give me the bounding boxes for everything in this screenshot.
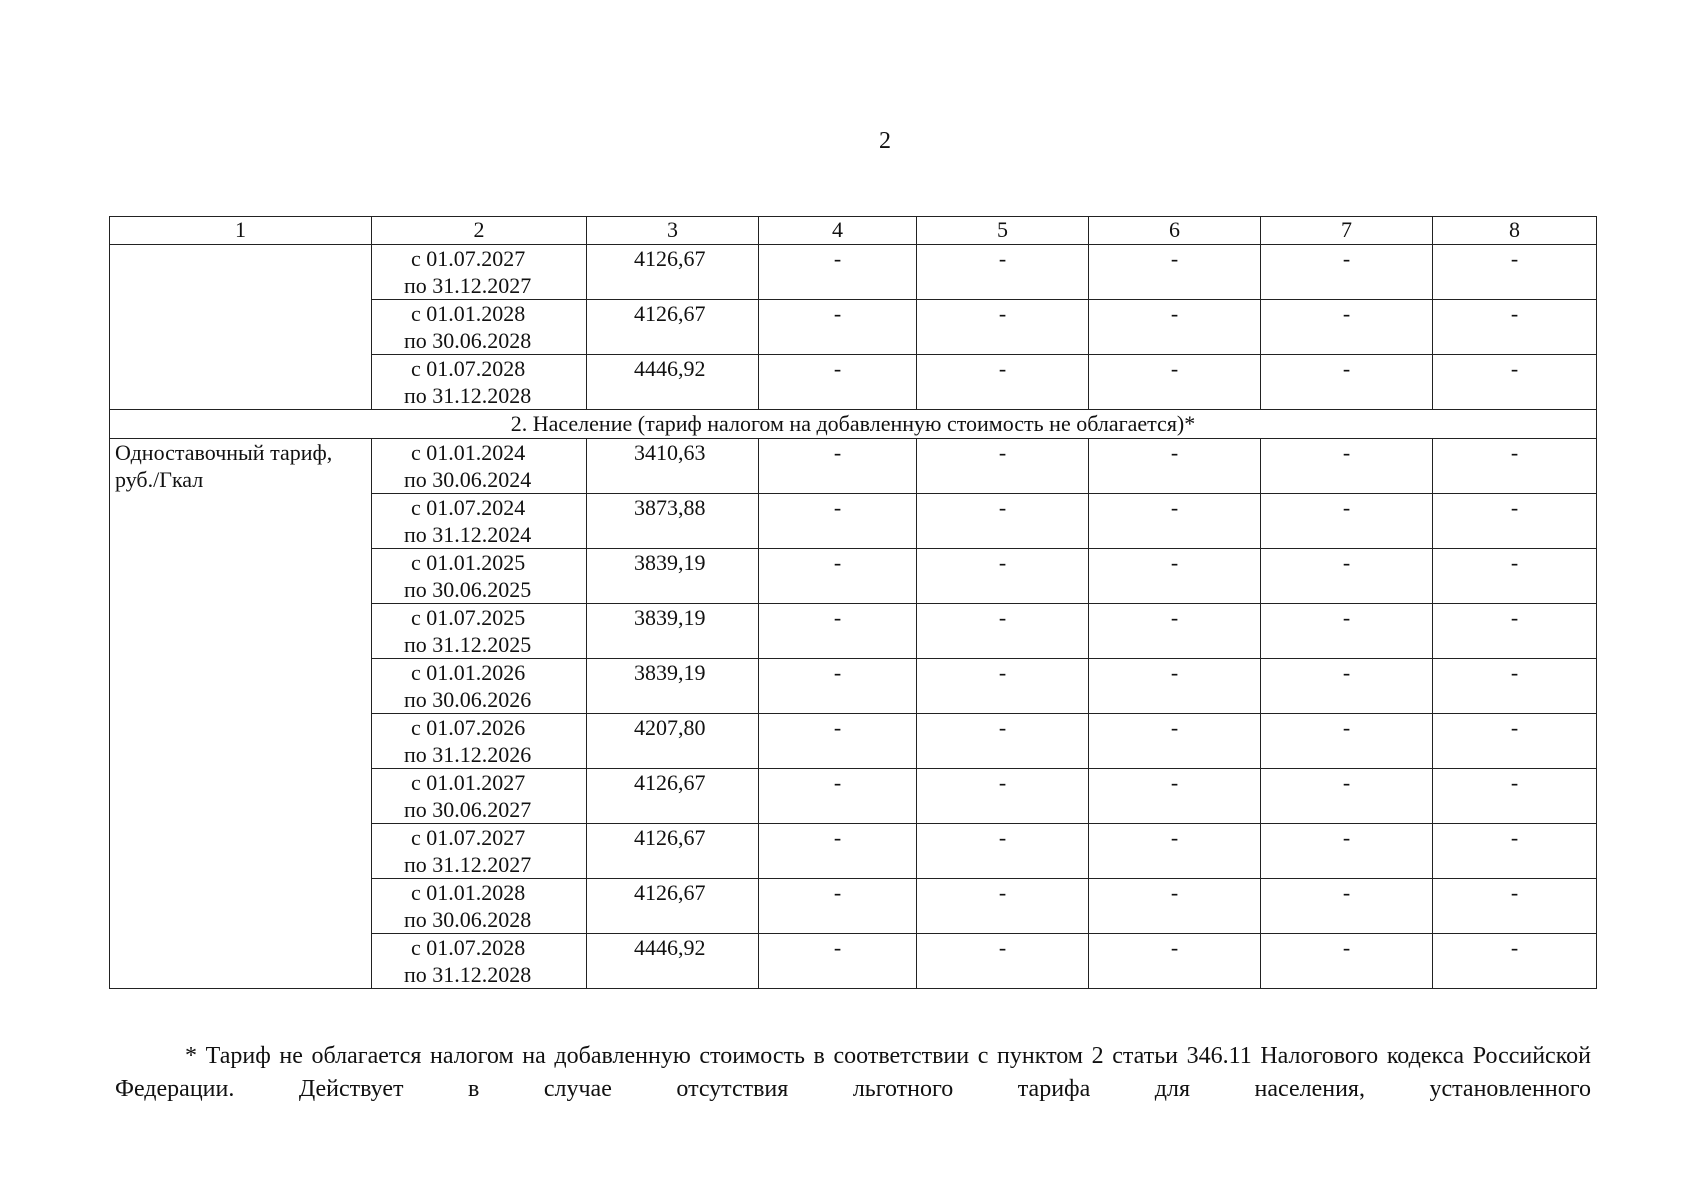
- period-cell: [372, 355, 587, 410]
- tariff-value: 3410,63: [587, 439, 759, 494]
- empty-value-dash: -: [1089, 879, 1261, 934]
- table-row: [110, 439, 1597, 494]
- section-header-row: [110, 410, 1597, 439]
- empty-value-dash: -: [917, 659, 1089, 714]
- period-from: с 01.01.2027: [411, 770, 526, 795]
- empty-value-dash: -: [759, 934, 917, 989]
- period-cell: [372, 549, 587, 604]
- empty-value-dash: -: [1433, 355, 1597, 410]
- period-cell: [372, 769, 587, 824]
- empty-value-dash: -: [1261, 879, 1433, 934]
- tariff-table: [109, 216, 1597, 989]
- empty-value-dash: -: [917, 714, 1089, 769]
- empty-value-dash: -: [1433, 879, 1597, 934]
- tariff-value: 4446,92: [587, 355, 759, 410]
- period-to: по 30.06.2028: [404, 907, 532, 932]
- empty-value-dash: -: [1433, 604, 1597, 659]
- period-from: с 01.01.2024: [411, 440, 526, 465]
- period-to: по 31.12.2024: [404, 522, 532, 547]
- tariff-value: 3839,19: [587, 549, 759, 604]
- section-title: 2. Население (тариф налогом на добавленную стоимость не облагается)*: [110, 410, 1597, 439]
- empty-value-dash: -: [759, 879, 917, 934]
- empty-value-dash: -: [917, 439, 1089, 494]
- period-from: с 01.01.2028: [411, 301, 526, 326]
- column-number: 5: [917, 217, 1089, 245]
- tariff-value: 3839,19: [587, 659, 759, 714]
- empty-value-dash: -: [917, 769, 1089, 824]
- page-number: 2: [879, 128, 891, 154]
- column-number: 8: [1433, 217, 1597, 245]
- period-to: по 31.12.2025: [404, 632, 532, 657]
- period-cell: [372, 879, 587, 934]
- empty-value-dash: -: [917, 824, 1089, 879]
- period-from: с 01.01.2025: [411, 550, 526, 575]
- empty-value-dash: -: [1089, 300, 1261, 355]
- table-body: [110, 217, 1597, 989]
- empty-value-dash: -: [1261, 769, 1433, 824]
- empty-value-dash: -: [1089, 769, 1261, 824]
- tariff-type-line: Одноставочный тариф,: [115, 440, 333, 465]
- period-cell: [372, 300, 587, 355]
- period-cell: [372, 824, 587, 879]
- period-from: с 01.07.2027: [411, 825, 526, 850]
- empty-value-dash: -: [1433, 300, 1597, 355]
- period-from: с 01.07.2024: [411, 495, 526, 520]
- empty-value-dash: -: [1433, 714, 1597, 769]
- tariff-value: 4126,67: [587, 824, 759, 879]
- empty-value-dash: -: [759, 439, 917, 494]
- empty-value-dash: -: [759, 494, 917, 549]
- empty-value-dash: -: [1261, 245, 1433, 300]
- period-cell: [372, 659, 587, 714]
- empty-value-dash: -: [759, 824, 917, 879]
- empty-value-dash: -: [917, 549, 1089, 604]
- empty-value-dash: -: [1433, 439, 1597, 494]
- empty-value-dash: -: [1261, 355, 1433, 410]
- period-from: с 01.07.2028: [411, 935, 526, 960]
- empty-value-dash: -: [1261, 659, 1433, 714]
- period-from: с 01.07.2027: [411, 246, 526, 271]
- period-to: по 31.12.2027: [404, 273, 532, 298]
- empty-value-dash: -: [1261, 714, 1433, 769]
- column-number: 6: [1089, 217, 1261, 245]
- empty-value-dash: -: [1089, 659, 1261, 714]
- empty-value-dash: -: [1433, 824, 1597, 879]
- empty-value-dash: -: [1089, 439, 1261, 494]
- period-to: по 30.06.2028: [404, 328, 532, 353]
- empty-value-dash: -: [917, 245, 1089, 300]
- empty-value-dash: -: [759, 659, 917, 714]
- empty-value-dash: -: [759, 300, 917, 355]
- period-from: с 01.01.2026: [411, 660, 526, 685]
- period-cell: [372, 714, 587, 769]
- empty-value-dash: -: [1089, 355, 1261, 410]
- empty-value-dash: -: [1089, 604, 1261, 659]
- empty-value-dash: -: [1089, 934, 1261, 989]
- empty-value-dash: -: [1433, 549, 1597, 604]
- column-number: 1: [110, 217, 372, 245]
- tariff-value: 4207,80: [587, 714, 759, 769]
- empty-value-dash: -: [1433, 494, 1597, 549]
- period-to: по 30.06.2024: [404, 467, 532, 492]
- empty-value-dash: -: [1261, 604, 1433, 659]
- column-number: 7: [1261, 217, 1433, 245]
- period-to: по 30.06.2027: [404, 797, 532, 822]
- period-cell: [372, 494, 587, 549]
- empty-value-dash: -: [917, 604, 1089, 659]
- empty-value-dash: -: [759, 604, 917, 659]
- period-to: по 31.12.2026: [404, 742, 532, 767]
- empty-value-dash: -: [1089, 494, 1261, 549]
- tariff-value: 4126,67: [587, 879, 759, 934]
- empty-value-dash: -: [1433, 245, 1597, 300]
- period-from: с 01.01.2028: [411, 880, 526, 905]
- period-to: по 31.12.2028: [404, 383, 532, 408]
- period-from: с 01.07.2026: [411, 715, 526, 740]
- period-to: по 30.06.2025: [404, 577, 532, 602]
- empty-value-dash: -: [1261, 439, 1433, 494]
- empty-value-dash: -: [1261, 549, 1433, 604]
- empty-value-dash: -: [759, 245, 917, 300]
- table-row: [110, 245, 1597, 300]
- empty-value-dash: -: [1433, 659, 1597, 714]
- tariff-value: 4126,67: [587, 245, 759, 300]
- empty-value-dash: -: [1261, 300, 1433, 355]
- period-from: с 01.07.2025: [411, 605, 526, 630]
- empty-value-dash: -: [1089, 245, 1261, 300]
- empty-value-dash: -: [917, 934, 1089, 989]
- period-cell: [372, 604, 587, 659]
- column-number: 2: [372, 217, 587, 245]
- period-cell: [372, 245, 587, 300]
- tariff-value: 3839,19: [587, 604, 759, 659]
- column-number: 3: [587, 217, 759, 245]
- empty-value-dash: -: [917, 879, 1089, 934]
- tariff-value: 4126,67: [587, 300, 759, 355]
- empty-value-dash: -: [1433, 934, 1597, 989]
- footnote: * Тариф не облагается налогом на добавленную стоимость в соответствии с пунктом 2 статьи 346.11 Налогового кодекса Российской Федерации. Действует в случае отсутствия льготного тарифа для населения, установленного: [115, 1043, 1591, 1102]
- period-from: с 01.07.2028: [411, 356, 526, 381]
- tariff-type-label: [110, 439, 372, 989]
- empty-value-dash: -: [917, 494, 1089, 549]
- tariff-value: 3873,88: [587, 494, 759, 549]
- empty-value-dash: -: [917, 355, 1089, 410]
- period-cell: [372, 934, 587, 989]
- empty-value-dash: -: [917, 300, 1089, 355]
- empty-value-dash: -: [759, 769, 917, 824]
- period-to: по 30.06.2026: [404, 687, 532, 712]
- period-to: по 31.12.2027: [404, 852, 532, 877]
- empty-value-dash: -: [759, 714, 917, 769]
- empty-value-dash: -: [1089, 824, 1261, 879]
- empty-value-dash: -: [759, 549, 917, 604]
- column-number: 4: [759, 217, 917, 245]
- period-to: по 31.12.2028: [404, 962, 532, 987]
- tariff-value: 4126,67: [587, 769, 759, 824]
- tariff-type-unit: руб./Гкал: [115, 467, 204, 492]
- empty-value-dash: -: [1433, 769, 1597, 824]
- period-cell: [372, 439, 587, 494]
- empty-value-dash: -: [1089, 714, 1261, 769]
- empty-value-dash: -: [1261, 494, 1433, 549]
- tariff-value: 4446,92: [587, 934, 759, 989]
- empty-value-dash: -: [1089, 549, 1261, 604]
- column-number-row: [110, 217, 1597, 245]
- empty-value-dash: -: [1261, 934, 1433, 989]
- empty-label-cell: [110, 245, 372, 410]
- empty-value-dash: -: [759, 355, 917, 410]
- empty-value-dash: -: [1261, 824, 1433, 879]
